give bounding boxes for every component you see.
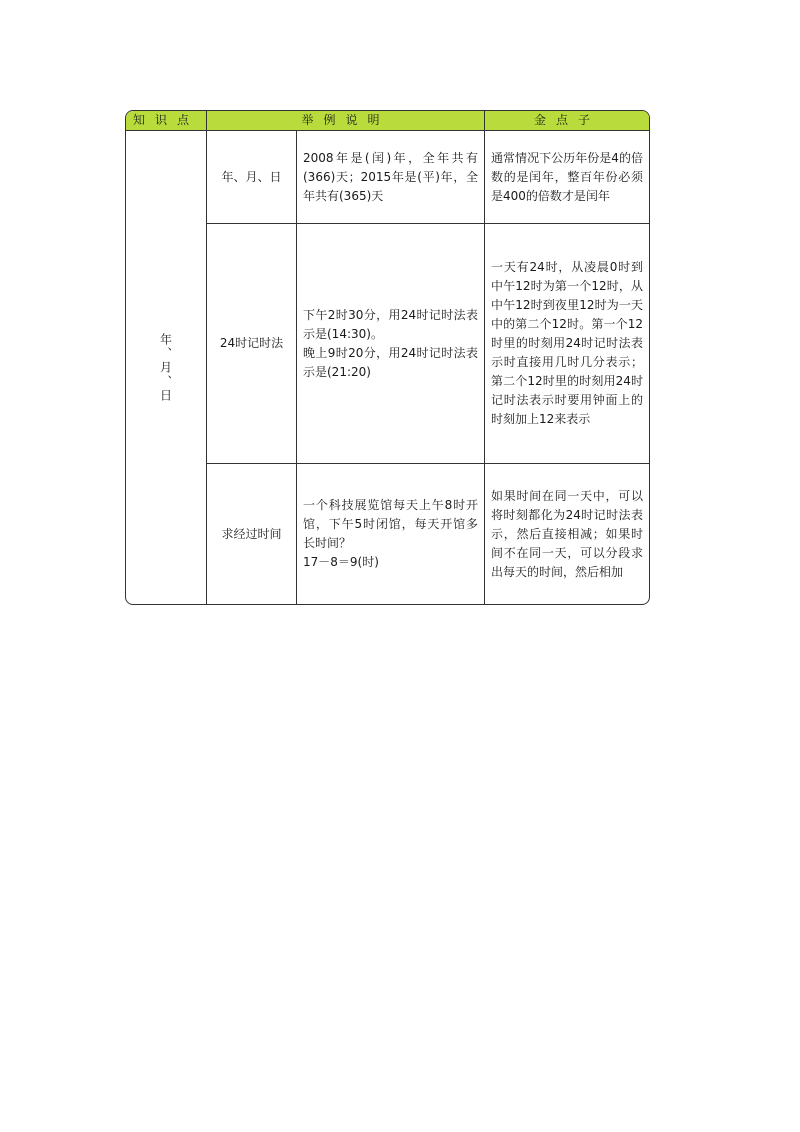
header-knowledge-point: 知识点 [132,113,199,127]
knowledge-table [125,110,650,605]
example-text: 晚上9时20分，用24时记时法表示是(21:20) [303,345,478,379]
table-row-example [297,464,484,604]
example-text: 2008年是(闰)年，全年共有(366)天；2015年是(平)年，全年共有(365)天 [303,151,478,203]
header-tips: 金点子 [484,111,649,131]
category-label: 年、月、日 [158,332,173,403]
example-text: 下午2时30分，用24时记时法表示是(14:30)。 [303,307,478,341]
example-text: 一个科技展览馆每天上午8时开馆，下午5时闭馆，每天开馆多长时间？ [303,498,478,550]
tip-text: 通常情况下公历年份是4的倍数的是闰年，整百年份必须是400的倍数才是闰年 [491,151,643,203]
table-row-topic [207,224,296,463]
example-text: 17－8＝9(时) [303,555,379,569]
table-header [126,111,649,131]
table-row-tip [485,132,649,223]
tip-text: 一天有24时，从凌晨0时到中午12时为第一个12时，从中午12时到夜里12时为一天中的第二个12时。第一个12时里的时刻用24时记时法表示时直接用几时几分表示；第二个12时里的时刻用24时记时法表示时要用钟面上的时刻加上12来表示 [491,260,643,426]
tip-text: 如果时间在同一天中，可以将时刻都化为24时记时法表示，然后直接相减；如果时间不在同一天，可以分段求出每天的时间，然后相加 [491,488,643,579]
table-row-example [297,224,484,463]
topic-text: 24时记时法 [219,336,284,350]
table-row-tip [485,464,649,604]
header-example: 举例说明 [206,111,484,131]
table-row-topic [207,132,296,223]
table-row-topic [207,464,296,604]
topic-text: 求经过时间 [221,526,282,541]
table-row-example [297,132,484,223]
table-row-tip [485,224,649,463]
topic-text: 年、月、日 [221,170,282,184]
category-cell [126,131,206,604]
